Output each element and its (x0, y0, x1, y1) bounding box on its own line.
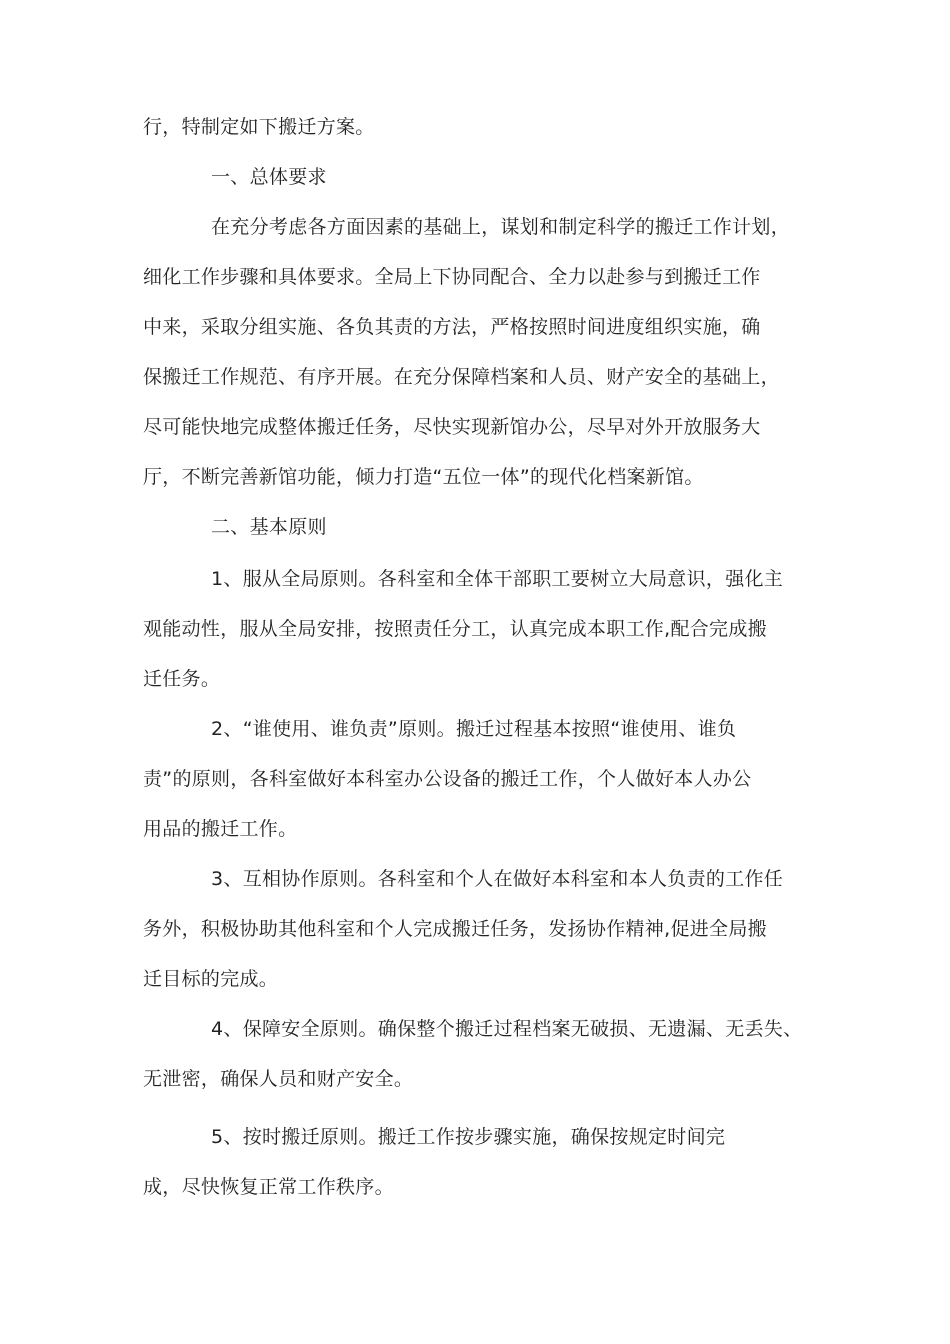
paragraph-line: 行，特制定如下搬迁方案。 (143, 116, 375, 138)
paragraph-line: 无泄密，确保人员和财产安全。 (143, 1068, 414, 1090)
paragraph-line: 务外，积极协助其他科室和个人完成搬迁任务，发扬协作精神,促进全局搬 (143, 918, 767, 940)
paragraph-line: 3、互相协作原则。各科室和个人在做好本科室和本人负责的工作任 (211, 868, 784, 890)
paragraph-line: 1、服从全局原则。各科室和全体干部职工要树立大局意识，强化主 (211, 568, 784, 590)
paragraph-line: 保搬迁工作规范、有序开展。在充分保障档案和人员、财产安全的基础上， (143, 366, 780, 388)
paragraph-line: 厅，不断完善新馆功能，倾力打造“五位一体”的现代化档案新馆。 (143, 466, 704, 488)
paragraph-line: 责”的原则，各科室做好本科室办公设备的搬迁工作，个人做好本人办公 (143, 768, 752, 790)
paragraph-line: 尽可能快地完成整体搬迁任务，尽快实现新馆办公，尽早对外开放服务大 (143, 416, 761, 438)
section-heading: 一、总体要求 (211, 166, 327, 188)
paragraph-line: 用品的搬迁工作。 (143, 818, 298, 840)
paragraph-line: 在充分考虑各方面因素的基础上，谋划和制定科学的搬迁工作计划， (211, 216, 791, 238)
paragraph-line: 成，尽快恢复正常工作秩序。 (143, 1176, 394, 1198)
paragraph-line: 4、保障安全原则。确保整个搬迁过程档案无破损、无遗漏、无丢失、 (211, 1018, 803, 1040)
paragraph-line: 迁目标的完成。 (143, 968, 279, 990)
paragraph-line: 中来，采取分组实施、各负其责的方法，严格按照时间进度组织实施，确 (143, 316, 761, 338)
paragraph-line: 观能动性，服从全局安排，按照责任分工，认真完成本职工作,配合完成搬 (143, 618, 767, 640)
paragraph-line: 细化工作步骤和具体要求。全局上下协同配合、全力以赴参与到搬迁工作 (143, 266, 761, 288)
paragraph-line: 迁任务。 (143, 668, 221, 690)
paragraph-line: 2、“谁使用、谁负责”原则。搬迁过程基本按照“谁使用、谁负 (211, 718, 737, 740)
section-heading: 二、基本原则 (211, 516, 327, 538)
paragraph-line: 5、按时搬迁原则。搬迁工作按步骤实施，确保按规定时间完 (211, 1126, 726, 1148)
